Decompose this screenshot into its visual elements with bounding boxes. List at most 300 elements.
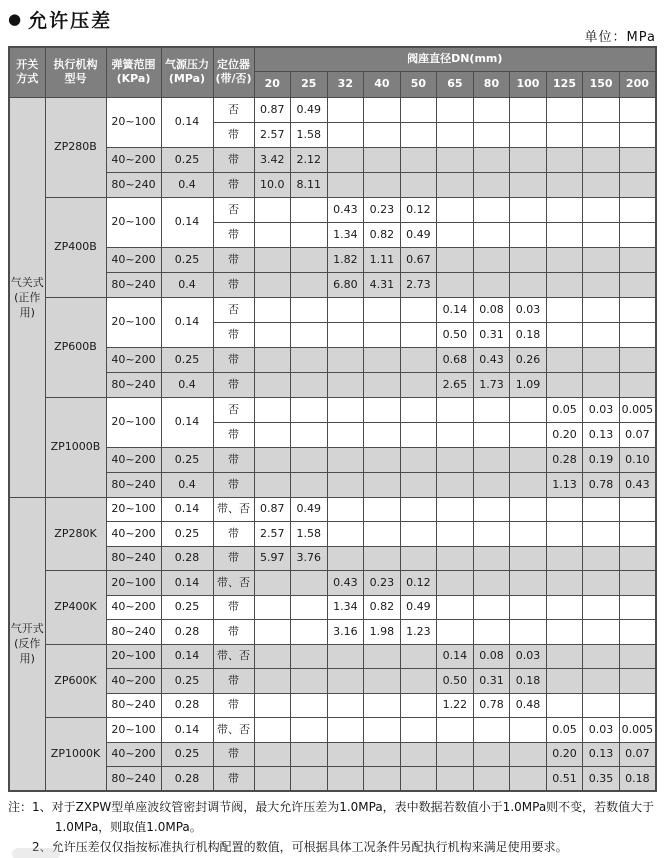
dn-empty-cell	[546, 693, 583, 718]
dn-empty-cell	[254, 571, 291, 596]
dn-empty-cell	[510, 767, 547, 792]
dn-empty-cell	[619, 497, 656, 522]
dn-value-cell: 0.43	[473, 347, 510, 372]
air-pressure-cell: 0.14	[161, 718, 213, 743]
dn-empty-cell	[619, 669, 656, 694]
spring-range-cell: 40~200	[106, 595, 161, 620]
dn-empty-cell	[583, 97, 620, 122]
dn-value-cell: 0.07	[619, 742, 656, 767]
spring-range-cell: 40~200	[106, 347, 161, 372]
dn-empty-cell	[619, 172, 656, 197]
dn-empty-cell	[473, 272, 510, 297]
dn-value-cell: 0.03	[510, 644, 547, 669]
dn-empty-cell	[437, 472, 474, 497]
dn-empty-cell	[473, 147, 510, 172]
dn-empty-cell	[400, 347, 437, 372]
dn-empty-cell	[510, 197, 547, 222]
dn-empty-cell	[364, 372, 401, 397]
dn-empty-cell	[400, 97, 437, 122]
dn-empty-cell	[546, 322, 583, 347]
spring-range-cell: 80~240	[106, 620, 161, 645]
dn-empty-cell	[400, 546, 437, 571]
model-cell: ZP1000K	[45, 718, 106, 792]
dn-value-cell: 0.07	[619, 422, 656, 447]
dn-empty-cell	[400, 497, 437, 522]
dn-value-cell: 0.18	[510, 669, 547, 694]
dn-empty-cell	[473, 422, 510, 447]
air-pressure-cell: 0.25	[161, 522, 213, 547]
dn-value-cell: 2.57	[254, 122, 291, 147]
spring-range-cell: 40~200	[106, 742, 161, 767]
dn-empty-cell	[473, 718, 510, 743]
dn-value-cell: 0.12	[400, 571, 437, 596]
dn-empty-cell	[583, 522, 620, 547]
dn-empty-cell	[327, 372, 364, 397]
header-col-1: 执行机构 型号	[45, 47, 106, 97]
dn-empty-cell	[291, 197, 328, 222]
spring-range-cell: 40~200	[106, 247, 161, 272]
dn-empty-cell	[473, 472, 510, 497]
air-pressure-cell: 0.14	[161, 297, 213, 347]
dn-value-cell: 0.82	[364, 595, 401, 620]
spring-range-cell: 80~240	[106, 172, 161, 197]
spring-range-cell: 20~100	[106, 497, 161, 522]
dn-empty-cell	[583, 546, 620, 571]
dn-empty-cell	[364, 122, 401, 147]
dn-empty-cell	[546, 172, 583, 197]
positioner-cell: 带	[213, 472, 254, 497]
dn-empty-cell	[437, 522, 474, 547]
dn-empty-cell	[546, 297, 583, 322]
dn-value-cell: 0.50	[437, 669, 474, 694]
dn-empty-cell	[291, 347, 328, 372]
dn-empty-cell	[291, 620, 328, 645]
dn-empty-cell	[473, 497, 510, 522]
spring-range-cell: 20~100	[106, 197, 161, 247]
dn-empty-cell	[327, 347, 364, 372]
dn-empty-cell	[510, 571, 547, 596]
dn-empty-cell	[619, 522, 656, 547]
dn-empty-cell	[400, 172, 437, 197]
positioner-cell: 带、否	[213, 571, 254, 596]
air-pressure-cell: 0.28	[161, 693, 213, 718]
dn-empty-cell	[400, 669, 437, 694]
dn-empty-cell	[254, 767, 291, 792]
dn-empty-cell	[583, 322, 620, 347]
dn-empty-cell	[291, 447, 328, 472]
dn-value-cell: 0.18	[510, 322, 547, 347]
dn-empty-cell	[327, 669, 364, 694]
dn-empty-cell	[291, 644, 328, 669]
dn-empty-cell	[619, 322, 656, 347]
dn-empty-cell	[510, 472, 547, 497]
dn-empty-cell	[619, 122, 656, 147]
dn-value-cell: 0.23	[364, 197, 401, 222]
dn-value-cell: 1.58	[291, 522, 328, 547]
dn-empty-cell	[583, 372, 620, 397]
dn-empty-cell	[619, 571, 656, 596]
dn-empty-cell	[619, 197, 656, 222]
air-pressure-cell: 0.14	[161, 497, 213, 522]
dn-empty-cell	[510, 222, 547, 247]
dn-empty-cell	[364, 322, 401, 347]
dn-empty-cell	[254, 422, 291, 447]
notes-prefix: 注：	[8, 800, 33, 814]
switch-mode-cell: 气开式 (反作用)	[9, 497, 45, 791]
air-pressure-cell: 0.4	[161, 272, 213, 297]
dn-empty-cell	[473, 247, 510, 272]
air-pressure-cell: 0.4	[161, 472, 213, 497]
model-cell: ZP280K	[45, 497, 106, 571]
air-pressure-cell: 0.4	[161, 372, 213, 397]
dn-empty-cell	[364, 497, 401, 522]
dn-empty-cell	[473, 222, 510, 247]
spring-range-cell: 20~100	[106, 571, 161, 596]
header-dn-size-20: 20	[254, 71, 291, 97]
air-pressure-cell: 0.25	[161, 742, 213, 767]
dn-empty-cell	[291, 571, 328, 596]
dn-empty-cell	[254, 397, 291, 422]
dn-empty-cell	[327, 742, 364, 767]
dn-empty-cell	[254, 272, 291, 297]
dn-value-cell: 0.49	[291, 97, 328, 122]
spring-range-cell: 80~240	[106, 272, 161, 297]
air-pressure-cell: 0.14	[161, 644, 213, 669]
positioner-cell: 否	[213, 197, 254, 222]
dn-empty-cell	[619, 247, 656, 272]
dn-empty-cell	[437, 571, 474, 596]
positioner-cell: 带	[213, 546, 254, 571]
dn-empty-cell	[364, 422, 401, 447]
dn-value-cell: 0.87	[254, 97, 291, 122]
dn-value-cell: 2.57	[254, 522, 291, 547]
dn-empty-cell	[364, 172, 401, 197]
dn-value-cell: 0.13	[583, 742, 620, 767]
unit-label: 单位：MPa	[584, 30, 656, 45]
dn-empty-cell	[291, 767, 328, 792]
dn-value-cell: 0.20	[546, 742, 583, 767]
page-title-row	[8, 6, 112, 33]
dn-empty-cell	[473, 742, 510, 767]
dn-empty-cell	[583, 272, 620, 297]
dn-empty-cell	[254, 693, 291, 718]
air-pressure-cell: 0.28	[161, 620, 213, 645]
dn-empty-cell	[327, 297, 364, 322]
positioner-cell: 带	[213, 272, 254, 297]
dn-empty-cell	[327, 147, 364, 172]
air-pressure-cell: 0.14	[161, 197, 213, 247]
positioner-cell: 否	[213, 297, 254, 322]
pressure-diff-table	[8, 46, 657, 792]
dn-empty-cell	[473, 122, 510, 147]
note-item-2: 2、允许压差仅仅指按标准执行机构配置的数值，可根据具体工况条件另配执行机构来满足使用要求。	[32, 840, 568, 854]
dn-empty-cell	[437, 620, 474, 645]
dn-empty-cell	[546, 620, 583, 645]
dn-empty-cell	[400, 522, 437, 547]
dn-value-cell: 5.97	[254, 546, 291, 571]
dn-empty-cell	[546, 147, 583, 172]
dn-value-cell: 2.65	[437, 372, 474, 397]
dn-empty-cell	[254, 297, 291, 322]
dn-empty-cell	[546, 522, 583, 547]
dn-empty-cell	[364, 693, 401, 718]
dn-value-cell: 0.43	[327, 571, 364, 596]
dn-empty-cell	[619, 147, 656, 172]
dn-empty-cell	[400, 447, 437, 472]
dn-empty-cell	[473, 522, 510, 547]
model-cell: ZP600K	[45, 644, 106, 718]
dn-value-cell: 0.48	[510, 693, 547, 718]
dn-value-cell: 1.98	[364, 620, 401, 645]
dn-value-cell: 1.23	[400, 620, 437, 645]
dn-empty-cell	[254, 197, 291, 222]
dn-value-cell: 1.82	[327, 247, 364, 272]
dn-empty-cell	[254, 595, 291, 620]
dn-value-cell: 2.12	[291, 147, 328, 172]
positioner-cell: 带	[213, 620, 254, 645]
dn-empty-cell	[510, 718, 547, 743]
dn-value-cell: 0.35	[583, 767, 620, 792]
dn-empty-cell	[546, 571, 583, 596]
dn-empty-cell	[510, 97, 547, 122]
dn-empty-cell	[254, 620, 291, 645]
header-col-2: 弹簧范围 (KPa)	[106, 47, 161, 97]
dn-value-cell: 3.76	[291, 546, 328, 571]
dn-empty-cell	[473, 546, 510, 571]
air-pressure-cell: 0.14	[161, 397, 213, 447]
dn-empty-cell	[619, 620, 656, 645]
dn-value-cell: 0.23	[364, 571, 401, 596]
spring-range-cell: 80~240	[106, 372, 161, 397]
dn-empty-cell	[400, 472, 437, 497]
dn-empty-cell	[619, 372, 656, 397]
dn-empty-cell	[254, 718, 291, 743]
dn-empty-cell	[619, 222, 656, 247]
spring-range-cell: 20~100	[106, 97, 161, 147]
dn-empty-cell	[546, 347, 583, 372]
dn-value-cell: 0.19	[583, 447, 620, 472]
dn-empty-cell	[400, 397, 437, 422]
air-pressure-cell: 0.28	[161, 767, 213, 792]
dn-empty-cell	[291, 322, 328, 347]
dn-empty-cell	[546, 644, 583, 669]
spring-range-cell: 40~200	[106, 147, 161, 172]
dn-value-cell: 0.005	[619, 397, 656, 422]
dn-empty-cell	[291, 669, 328, 694]
dn-empty-cell	[364, 767, 401, 792]
dn-value-cell: 1.09	[510, 372, 547, 397]
air-pressure-cell: 0.28	[161, 546, 213, 571]
dn-empty-cell	[327, 718, 364, 743]
dn-value-cell: 0.49	[400, 595, 437, 620]
dn-empty-cell	[437, 497, 474, 522]
dn-empty-cell	[619, 272, 656, 297]
dn-empty-cell	[473, 571, 510, 596]
spring-range-cell: 80~240	[106, 472, 161, 497]
header-col-0: 开关 方式	[9, 47, 45, 97]
header-dn-size-200: 200	[619, 71, 656, 97]
air-pressure-cell: 0.25	[161, 447, 213, 472]
page-title: 允许压差	[28, 10, 113, 32]
header-dn-size-100: 100	[510, 71, 547, 97]
spring-range-cell: 40~200	[106, 447, 161, 472]
dn-value-cell: 1.11	[364, 247, 401, 272]
dn-empty-cell	[546, 546, 583, 571]
air-pressure-cell: 0.25	[161, 595, 213, 620]
dn-empty-cell	[510, 522, 547, 547]
dn-empty-cell	[364, 669, 401, 694]
dn-empty-cell	[327, 546, 364, 571]
air-pressure-cell: 0.25	[161, 247, 213, 272]
air-pressure-cell: 0.25	[161, 147, 213, 172]
dn-empty-cell	[510, 147, 547, 172]
dn-empty-cell	[254, 472, 291, 497]
dn-empty-cell	[437, 122, 474, 147]
dn-value-cell: 3.16	[327, 620, 364, 645]
dn-value-cell: 0.10	[619, 447, 656, 472]
positioner-cell: 否	[213, 397, 254, 422]
dn-empty-cell	[473, 447, 510, 472]
dn-empty-cell	[291, 595, 328, 620]
dn-empty-cell	[400, 693, 437, 718]
positioner-cell: 否	[213, 97, 254, 122]
positioner-cell: 带、否	[213, 497, 254, 522]
dn-empty-cell	[437, 197, 474, 222]
dn-empty-cell	[254, 347, 291, 372]
spring-range-cell: 80~240	[106, 546, 161, 571]
dn-value-cell: 3.42	[254, 147, 291, 172]
dn-empty-cell	[364, 347, 401, 372]
dn-empty-cell	[291, 272, 328, 297]
dn-empty-cell	[400, 767, 437, 792]
dn-empty-cell	[619, 595, 656, 620]
positioner-cell: 带	[213, 172, 254, 197]
dn-empty-cell	[510, 546, 547, 571]
header-dn-size-125: 125	[546, 71, 583, 97]
positioner-cell: 带	[213, 147, 254, 172]
dn-empty-cell	[327, 97, 364, 122]
dn-empty-cell	[327, 497, 364, 522]
dn-empty-cell	[437, 272, 474, 297]
watermark	[12, 848, 60, 858]
dn-value-cell: 0.08	[473, 297, 510, 322]
positioner-cell: 带	[213, 693, 254, 718]
dn-empty-cell	[583, 620, 620, 645]
dn-empty-cell	[437, 742, 474, 767]
dn-empty-cell	[437, 546, 474, 571]
dn-empty-cell	[291, 693, 328, 718]
dn-value-cell: 0.87	[254, 497, 291, 522]
dn-empty-cell	[291, 372, 328, 397]
positioner-cell: 带	[213, 669, 254, 694]
spring-range-cell: 40~200	[106, 669, 161, 694]
dn-empty-cell	[583, 669, 620, 694]
dn-empty-cell	[400, 372, 437, 397]
positioner-cell: 带	[213, 742, 254, 767]
dn-empty-cell	[583, 693, 620, 718]
dn-empty-cell	[546, 197, 583, 222]
dn-empty-cell	[364, 147, 401, 172]
dn-empty-cell	[473, 620, 510, 645]
dn-empty-cell	[437, 447, 474, 472]
dn-empty-cell	[291, 397, 328, 422]
dn-empty-cell	[546, 247, 583, 272]
dn-empty-cell	[254, 322, 291, 347]
dn-empty-cell	[583, 497, 620, 522]
dn-empty-cell	[291, 422, 328, 447]
dn-empty-cell	[400, 422, 437, 447]
spring-range-cell: 20~100	[106, 718, 161, 743]
dn-value-cell: 1.22	[437, 693, 474, 718]
dn-empty-cell	[437, 397, 474, 422]
dn-empty-cell	[327, 472, 364, 497]
dn-empty-cell	[400, 122, 437, 147]
dn-value-cell: 0.26	[510, 347, 547, 372]
dn-value-cell: 6.80	[327, 272, 364, 297]
header-dn-size-25: 25	[291, 71, 328, 97]
dn-empty-cell	[437, 767, 474, 792]
dn-empty-cell	[400, 742, 437, 767]
dn-empty-cell	[546, 97, 583, 122]
dn-value-cell: 0.50	[437, 322, 474, 347]
header-dn-size-150: 150	[583, 71, 620, 97]
dn-empty-cell	[291, 222, 328, 247]
dn-empty-cell	[619, 693, 656, 718]
header-dn-size-80: 80	[473, 71, 510, 97]
positioner-cell: 带	[213, 347, 254, 372]
positioner-cell: 带	[213, 422, 254, 447]
dn-empty-cell	[473, 97, 510, 122]
dn-empty-cell	[254, 742, 291, 767]
model-cell: ZP1000B	[45, 397, 106, 497]
dn-empty-cell	[364, 97, 401, 122]
dn-empty-cell	[400, 147, 437, 172]
dn-empty-cell	[473, 595, 510, 620]
positioner-cell: 带	[213, 522, 254, 547]
dn-empty-cell	[473, 767, 510, 792]
dn-empty-cell	[254, 669, 291, 694]
dn-empty-cell	[364, 297, 401, 322]
dn-empty-cell	[364, 447, 401, 472]
dn-empty-cell	[437, 595, 474, 620]
dn-empty-cell	[510, 620, 547, 645]
dn-value-cell: 0.43	[327, 197, 364, 222]
dn-empty-cell	[546, 372, 583, 397]
dn-value-cell: 0.31	[473, 669, 510, 694]
positioner-cell: 带	[213, 447, 254, 472]
header-dn-size-32: 32	[327, 71, 364, 97]
positioner-cell: 带	[213, 247, 254, 272]
dn-empty-cell	[400, 322, 437, 347]
spring-range-cell: 40~200	[106, 522, 161, 547]
dn-empty-cell	[473, 397, 510, 422]
dn-value-cell: 0.43	[619, 472, 656, 497]
dn-empty-cell	[254, 372, 291, 397]
notes	[8, 797, 659, 857]
dn-empty-cell	[327, 172, 364, 197]
header-col-4: 定位器 (带/否)	[213, 47, 254, 97]
dn-empty-cell	[583, 347, 620, 372]
dn-empty-cell	[583, 571, 620, 596]
model-cell: ZP400B	[45, 197, 106, 297]
dn-empty-cell	[364, 397, 401, 422]
dn-empty-cell	[546, 595, 583, 620]
header-col-3: 气源压力 (MPa)	[161, 47, 213, 97]
dn-value-cell: 0.49	[400, 222, 437, 247]
dn-empty-cell	[437, 718, 474, 743]
air-pressure-cell: 0.25	[161, 669, 213, 694]
dn-empty-cell	[510, 595, 547, 620]
